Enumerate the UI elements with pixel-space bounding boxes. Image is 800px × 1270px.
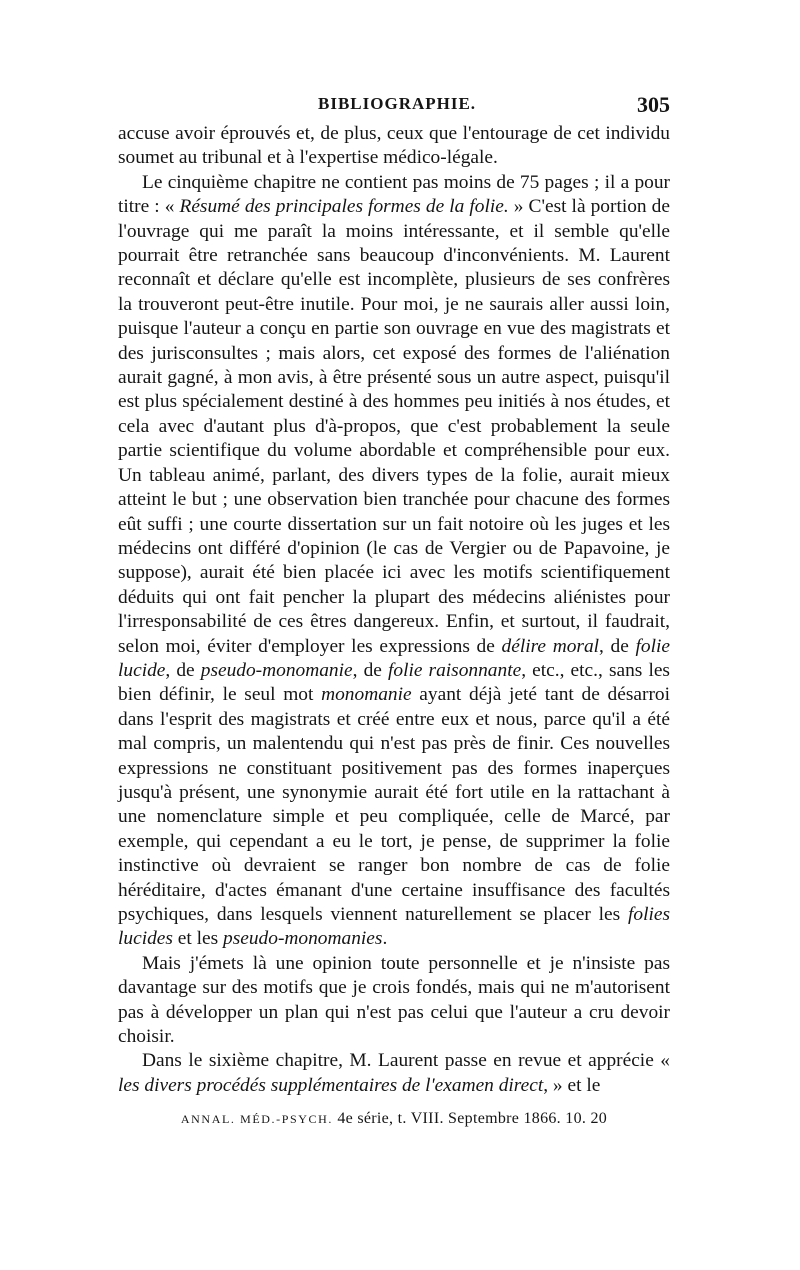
paragraph-chapter-six: [118, 1049, 670, 1098]
footer-journal: ANNAL. MÉD.-PSYCH.: [180, 1112, 334, 1127]
text-run: , » et le: [543, 1074, 601, 1096]
paragraph-personal-opinion: [118, 952, 670, 1050]
text-run: et les: [172, 928, 224, 950]
italic-run: folies lucides: [118, 904, 670, 950]
text-run: Dans le sixième chapitre, M. Laurent passe en revue et apprécie «: [142, 1050, 670, 1072]
text-run: , etc., etc., sans les bien définir, le seul mot: [118, 659, 670, 706]
paragraph-chapter-five: [118, 171, 670, 952]
footer-sheet-number: 20: [590, 1110, 608, 1128]
body-text: [118, 122, 670, 1098]
page-number: 305: [637, 92, 670, 117]
italic-run: délire moral: [501, 635, 600, 657]
italic-run: folie lucide: [118, 635, 670, 681]
italic-run: folie raisonnante: [387, 659, 522, 681]
italic-run: pseudo-monomanie: [200, 659, 353, 681]
text-run: ayant déjà jeté tant de désarroi dans l'esprit des magistrats et créé entre eux et nous, parce qu'il a été mal compris, un malentendu qui n'est pas près de finir. Ces nouvelles expressions ne constituant positivement pas des formes inaperçues jusqu'à présent, une synonymie aurait été fort utile en la rattachant à une nomenclature simple et peu compliquée, celle de Marcé, par exemple, qui cependant a eu le tort, je pense, de supprimer la folie instinctive où devraient se ranger bon nombre de cas de folie héréditaire, d'actes émanant d'une certaine insuffisance des facultés psychiques, dans lesquels viennent naturellement se placer les: [118, 684, 670, 925]
italic-run: les divers procédés supplémentaires de l'examen direct: [118, 1074, 544, 1096]
text-run: accuse avoir éprouvés et, de plus, ceux que l'entourage de cet individu soumet au tribunal et à l'expertise médico-légale.: [118, 123, 670, 169]
running-title: BIBLIOGRAPHIE.: [318, 94, 477, 113]
book-page: [118, 92, 670, 1128]
text-run: Le cinquième chapitre ne contient pas moins de 75 pages ; il a pour titre : «: [118, 171, 670, 218]
text-run: Mais j'émets là une opinion toute personnelle et je n'insiste pas davantage sur des motifs que je crois fondés, mais qui ne m'autorisent pas à développer un plan qui n'est pas celui que l'auteur a cru devoir choisir.: [118, 952, 670, 1048]
text-run: » C'est là portion de l'ouvrage qui me paraît la moins intéressante, et il semble qu'elle pourrait être retranchée sans beaucoup d'inconvénients. M. Laurent reconnaît et déclare qu'elle est incomplète, plusieurs de ses confrères la trouveront peut-être inutile. Pour moi, je ne saurais aller aussi loin, puisque l'auteur a conçu en partie son ouvrage en vue des magistrats et des jurisconsultes ; mais alors, cet exposé des formes de l'aliénation aurait gagné, à mon avis, à être présenté sous un autre aspect, puisqu'il est plus spécialement destiné à des hommes peu initiés à nos études, et cela avec d'autant plus d'à-propos, que c'est probablement la seule partie scientifique du volume abordable et compréhensible pour eux. Un tableau animé, parlant, des divers types de la folie, aurait mieux atteint le but ; une observation bien tranchée pour chacune des formes eût suffi ; une courte dissertation sur un fait notoire où les juges et les médecins ont différé d'opinion (le cas de Vergier ou de Papavoine, je suppose), aurait été bien placée ici avec les motifs scientifiquement déduits qui ont fait pencher la plupart des médecins aliénistes pour l'irresponsabilité de ces êtres dangereux. Enfin, et surtout, il faudrait, selon moi, éviter d'employer les expressions de: [118, 196, 670, 657]
text-run: .: [382, 928, 388, 950]
text-run: , de: [165, 659, 201, 681]
text-run: , de: [599, 635, 636, 657]
page-footer: [118, 1110, 670, 1128]
text-run: , de: [352, 659, 388, 681]
paragraph-continued: [118, 122, 670, 171]
page-header: [118, 92, 670, 122]
italic-run: monomanie: [321, 684, 412, 706]
italic-run: Résumé des principales formes de la folie.: [179, 196, 509, 218]
footer-details: 4e série, t. VIII. Septembre 1866. 10.: [337, 1110, 587, 1128]
italic-run: pseudo-monomanies: [223, 928, 383, 950]
